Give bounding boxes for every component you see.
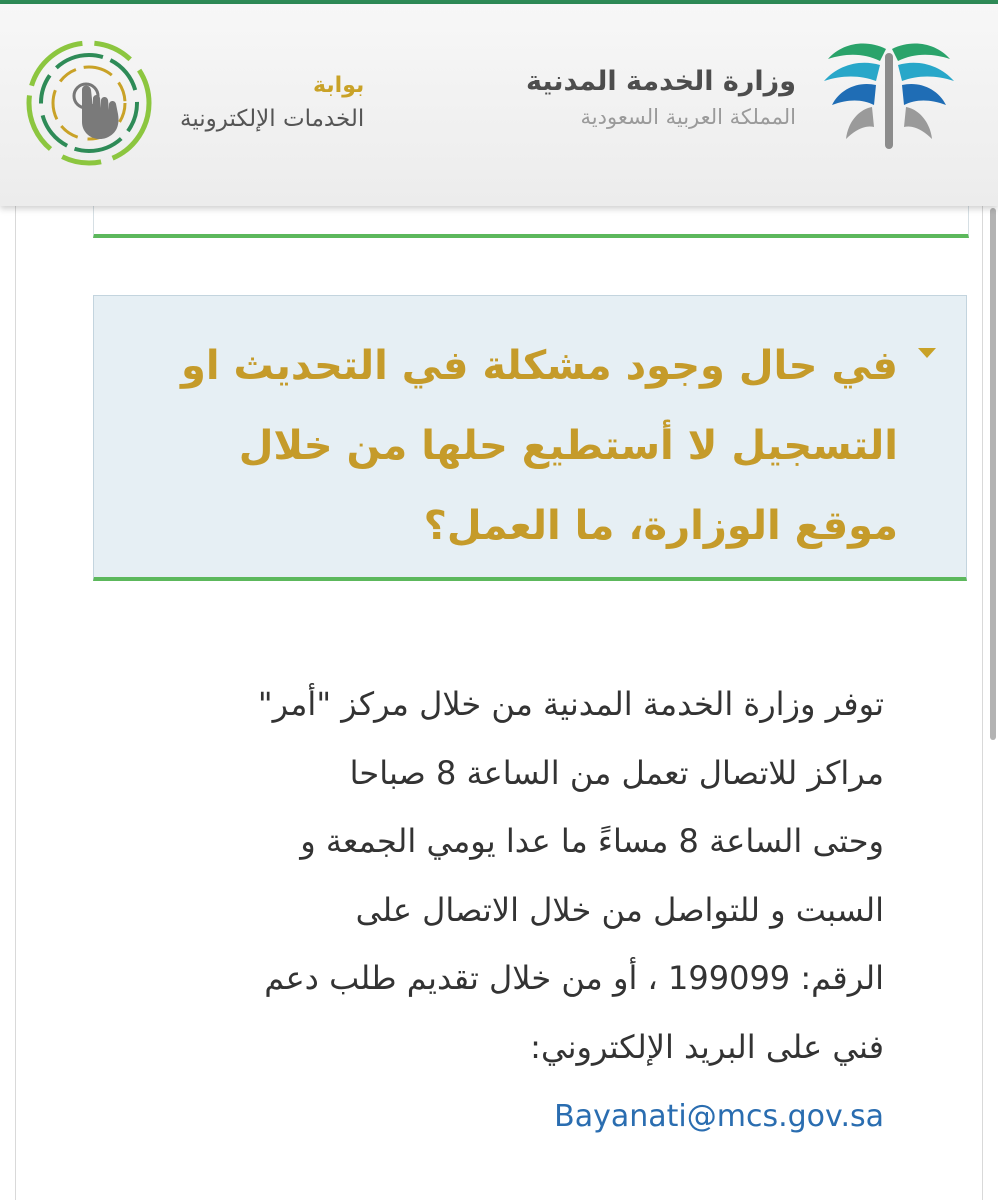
portal-title: الخدمات الإلكترونية: [180, 106, 365, 132]
answer-line: الرقم: 199099 ، أو من خلال تقديم طلب دعم: [264, 959, 884, 997]
support-email-link[interactable]: Bayanati@mcs.gov.sa: [554, 1099, 884, 1134]
previous-faq-item[interactable]: [93, 206, 969, 238]
ministry-branding[interactable]: [526, 32, 964, 162]
answer-line: فني على البريد الإلكتروني:: [530, 1027, 884, 1066]
ministry-text: [526, 62, 796, 132]
site-header: [0, 4, 998, 206]
answer-line: وحتى الساعة 8 مساءً ما عدا يومي الجمعة و: [300, 822, 884, 860]
faq-question-text: [118, 326, 898, 566]
eservices-portal-branding[interactable]: [24, 38, 364, 168]
portal-text: [180, 70, 364, 136]
ministry-country: المملكة العربية السعودية: [580, 105, 796, 129]
question-line: موقع الوزارة، ما العمل؟: [423, 503, 898, 549]
faq-answer-text: [124, 670, 884, 1081]
hand-touch-logo-icon: [24, 38, 154, 168]
ministry-name: وزارة الخدمة المدنية: [525, 66, 796, 97]
answer-line: السبت و للتواصل من خلال الاتصال على: [355, 890, 884, 929]
question-line: في حال وجود مشكلة في التحديث او: [181, 343, 898, 389]
answer-line: توفر وزارة الخدمة المدنية من خلال مركز "أمر": [257, 685, 884, 723]
portal-label: بوابة: [313, 73, 365, 98]
faq-question-toggle[interactable]: [93, 295, 967, 581]
page-scrollbar[interactable]: [990, 208, 996, 740]
question-line: التسجيل لا أستطيع حلها من خلال: [238, 423, 898, 469]
ministry-logo-icon: [814, 35, 964, 159]
caret-down-icon: [918, 348, 936, 358]
answer-line: مراكز للاتصال تعمل من الساعة 8 صباحا: [349, 753, 884, 792]
